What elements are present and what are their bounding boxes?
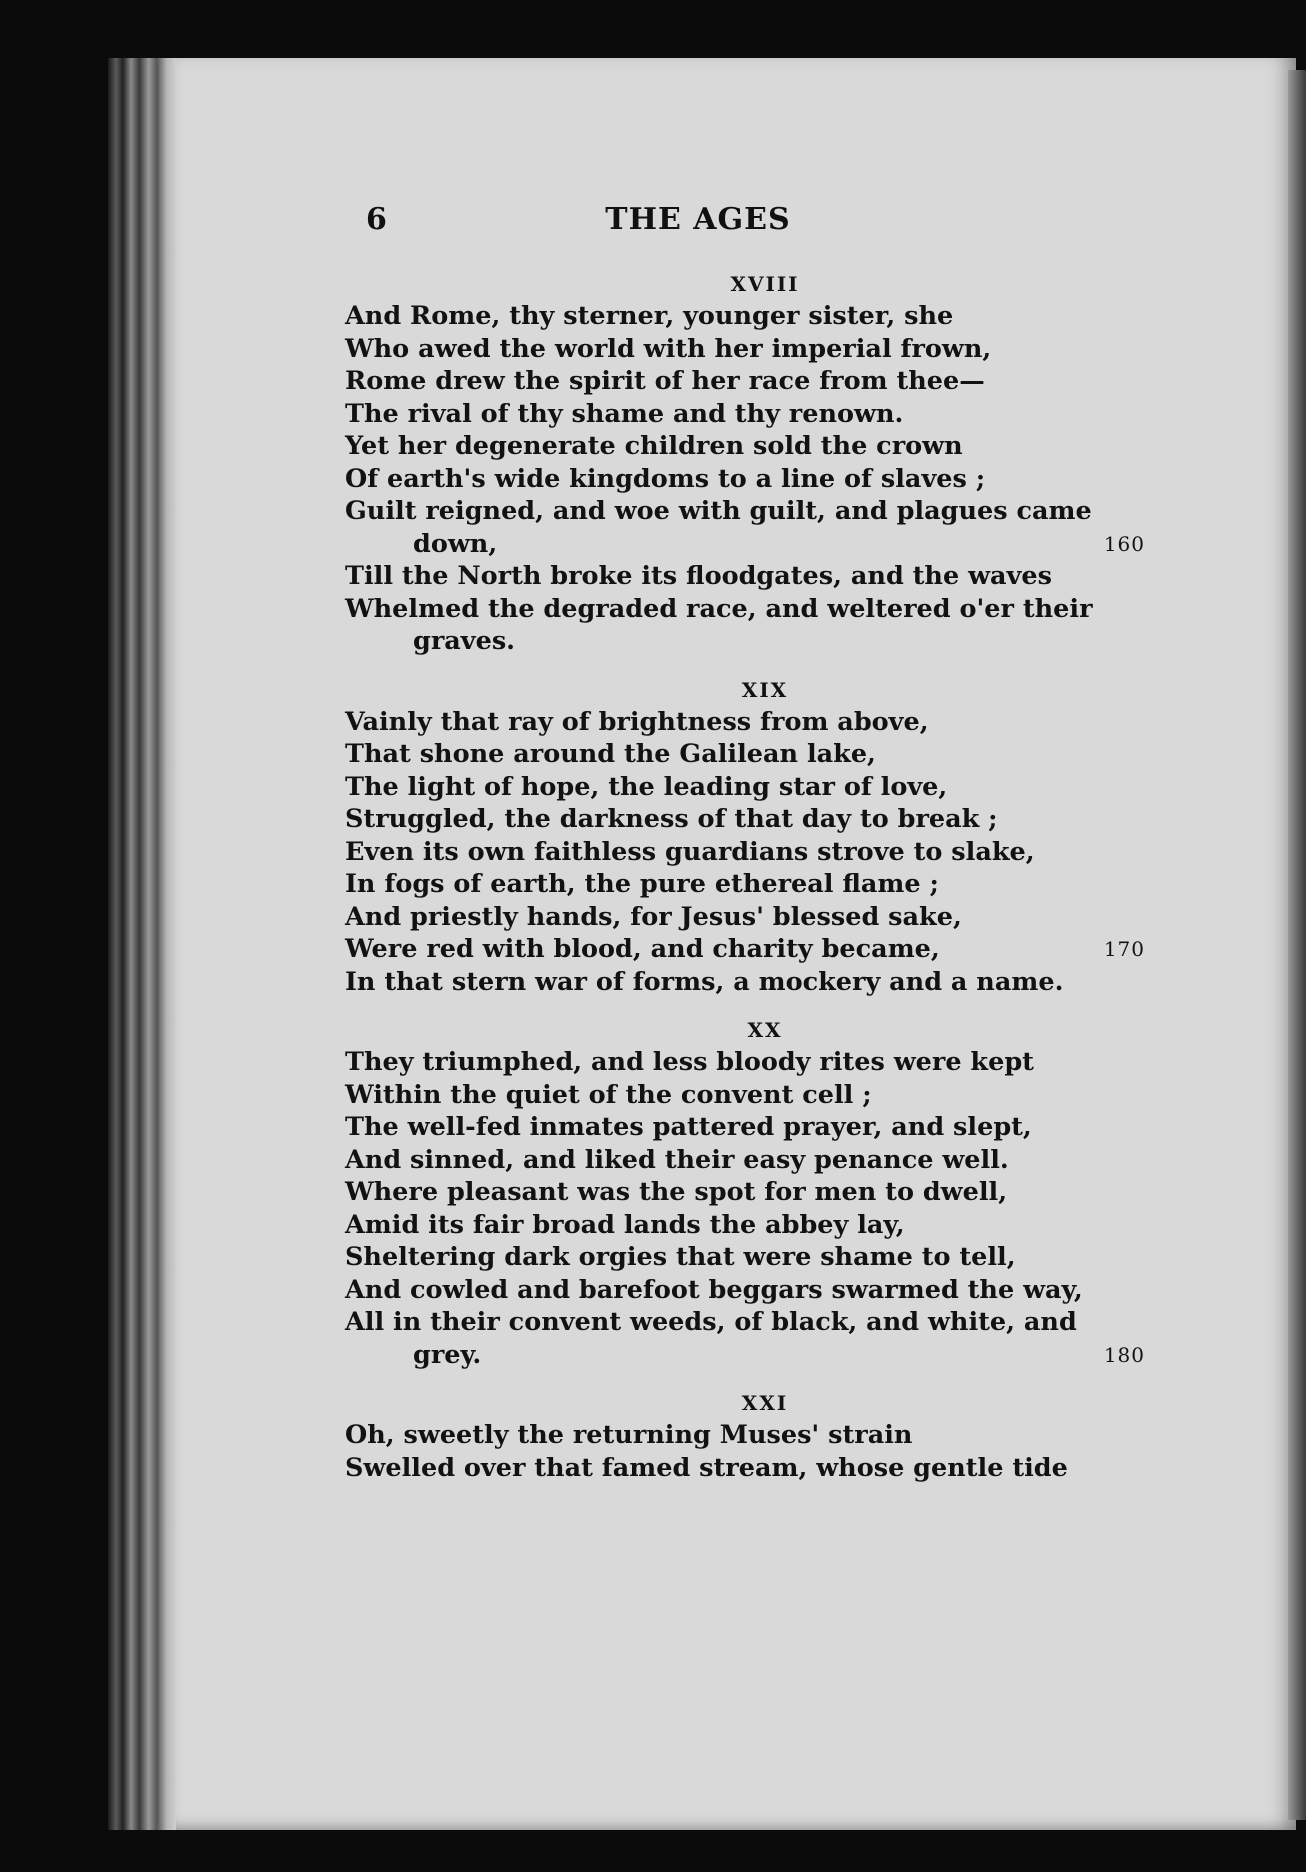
poem-line-text: Till the North broke its floodgates, and the waves: [345, 561, 1052, 591]
stanza: [345, 1014, 1145, 1371]
poem-line-text: grey.: [413, 1339, 482, 1370]
poem-line-text: That shone around the Galilean lake,: [345, 739, 876, 769]
poem-line: [345, 430, 1145, 463]
poem-line: [345, 1111, 1145, 1144]
poem-line-text: Who awed the world with her imperial frown,: [345, 333, 992, 364]
poem-line: [345, 1306, 1145, 1339]
poem-line: [345, 1209, 1145, 1242]
poem-line-text: Within the quiet of the convent cell ;: [345, 1079, 872, 1110]
poem-line-text: All in their convent weeds, of black, and white, and: [345, 1307, 1077, 1337]
poem-line-text: Were red with blood, and charity became,: [345, 934, 940, 964]
poem-line-text: Oh, sweetly the returning Muses' strain: [345, 1420, 913, 1450]
poem-line: [345, 1079, 1145, 1112]
stanza-numeral: XXI: [741, 1391, 789, 1415]
stanza-numeral: XX: [747, 1018, 783, 1042]
poem-line: [345, 771, 1145, 804]
poem-line-text: Rome drew the spirit of her race from thee—: [345, 366, 985, 396]
stanza: [345, 674, 1145, 999]
poem-line-text: down,: [413, 528, 498, 559]
poem-line: [345, 463, 1145, 496]
poem-line-text: They triumphed, and less bloody rites were kept: [345, 1047, 1034, 1077]
poem-line-text: The well-fed inmates pattered prayer, and slept,: [345, 1112, 1032, 1142]
line-number: 160: [1103, 531, 1145, 556]
poem-line: [345, 365, 1145, 398]
poem-line: [345, 1144, 1145, 1177]
poem-line: [345, 803, 1145, 836]
stanza-numeral: XIX: [741, 677, 789, 702]
poem-line-text: The rival of thy shame and thy renown.: [345, 398, 904, 429]
poem-line: [345, 1176, 1145, 1209]
poem-line: [345, 1452, 1145, 1485]
poem-line-text: In fogs of earth, the pure ethereal flame ;: [345, 869, 939, 899]
poem-line: [345, 706, 1145, 739]
poem-line: [345, 333, 1145, 366]
line-number: 180: [1103, 1342, 1145, 1367]
poem-body: [345, 268, 1145, 1500]
poem-line: [345, 933, 1145, 966]
poem-line: [345, 868, 1145, 901]
running-head: THE AGES: [605, 202, 791, 237]
poem-line-text: Struggled, the darkness of that day to break ;: [345, 804, 998, 834]
poem-line: [345, 300, 1145, 333]
poem-line: [345, 593, 1145, 626]
poem-line-text: graves.: [413, 626, 516, 656]
line-number: 170: [1103, 937, 1145, 961]
book-binding: [108, 58, 176, 1830]
poem-line-text: Swelled over that famed stream, whose gentle tide: [345, 1452, 1068, 1483]
poem-line: [345, 836, 1145, 869]
poem-line: [345, 625, 1145, 658]
poem-line-text: Sheltering dark orgies that were shame to tell,: [345, 1242, 1016, 1272]
poem-line-text: Vainly that ray of brightness from above,: [345, 706, 929, 737]
stanza-numeral: XVIII: [730, 272, 800, 296]
poem-line-text: Guilt reigned, and woe with guilt, and plagues came: [345, 496, 1092, 526]
poem-line-text: Even its own faithless guardians strove to slake,: [345, 836, 1035, 867]
poem-line: [345, 560, 1145, 593]
poem-line-text: Where pleasant was the spot for men to dwell,: [345, 1177, 1008, 1207]
poem-line-text: And priestly hands, for Jesus' blessed sake,: [345, 901, 962, 932]
page-edge: [1288, 70, 1306, 1820]
poem-line: [345, 398, 1145, 431]
poem-line: [345, 1046, 1145, 1079]
poem-line: [345, 966, 1145, 999]
poem-line: [345, 528, 1145, 561]
poem-line-text: Yet her degenerate children sold the crown: [345, 431, 963, 461]
poem-line: [345, 901, 1145, 934]
poem-line: [345, 1241, 1145, 1274]
poem-line: [345, 1339, 1145, 1372]
poem-line-text: Amid its fair broad lands the abbey lay,: [345, 1209, 905, 1240]
poem-line-text: Whelmed the degraded race, and weltered o'er their: [345, 593, 1093, 624]
poem-line: [345, 495, 1145, 528]
stanza: [345, 1387, 1145, 1484]
poem-line: [345, 1419, 1145, 1452]
poem-line-text: And sinned, and liked their easy penance well.: [345, 1144, 1009, 1175]
poem-line: [345, 738, 1145, 771]
poem-line-text: In that stern war of forms, a mockery and a name.: [345, 966, 1064, 997]
poem-line-text: Of earth's wide kingdoms to a line of slaves ;: [345, 463, 986, 494]
poem-line-text: The light of hope, the leading star of love,: [345, 771, 948, 802]
stanza: [345, 268, 1145, 658]
poem-line: [345, 1274, 1145, 1307]
poem-line-text: And cowled and barefoot beggars swarmed the way,: [345, 1274, 1083, 1305]
poem-line-text: And Rome, thy sterner, younger sister, she: [345, 301, 954, 331]
page-number: 6: [366, 202, 387, 237]
